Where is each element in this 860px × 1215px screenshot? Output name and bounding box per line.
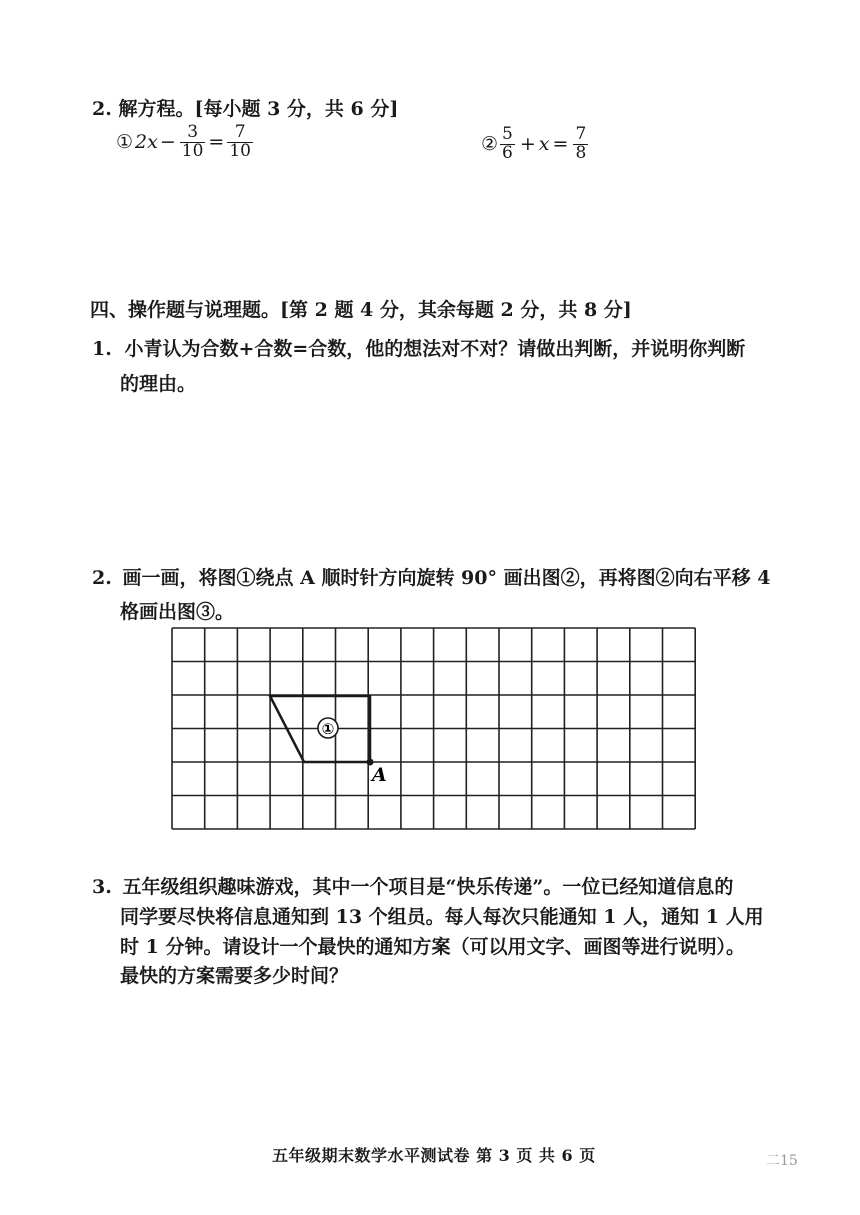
equals-sign: = [552, 133, 569, 156]
numerator: 7 [234, 122, 246, 142]
page-footer: 五年级期末数学水平测试卷 第 3 页 共 6 页 [272, 1146, 596, 1165]
question-1-line-2: 的理由。 [120, 373, 197, 395]
fraction [573, 126, 588, 163]
plus-sign: + [519, 133, 536, 156]
question-text: 小青认为合数+合数=合数，他的想法对不对？请做出判断，并说明你判断 [124, 338, 746, 360]
fraction [180, 124, 206, 161]
point-a-label: A [372, 764, 387, 786]
figure-1-label: ① [321, 720, 335, 738]
variable: x [538, 133, 550, 156]
equals-sign: = [208, 131, 225, 154]
question-text: 五年级组织趣味游戏，其中一个项目是“快乐传递”。一位已经知道信息的 [122, 876, 734, 898]
question-2-line-2: 格画出图③。 [120, 601, 235, 623]
question-2-line-1 [92, 563, 770, 590]
question-number: 2. [92, 98, 112, 120]
question-title: 解方程。[每小题 3 分，共 6 分] [118, 98, 399, 120]
numerator: 3 [187, 122, 199, 142]
equation-marker: ② [481, 133, 499, 156]
equation-1 [116, 124, 255, 161]
question-3-line-1 [92, 872, 733, 899]
fraction [500, 126, 515, 163]
rotation-grid [170, 626, 700, 832]
equation-marker: ① [116, 131, 134, 154]
equation-2 [481, 126, 590, 163]
question-number: 3. [92, 876, 112, 898]
question-3-line-2: 同学要尽快将信息通知到 13 个组员。每人每次只能通知 1 人，通知 1 人用 [120, 906, 764, 928]
fraction [227, 124, 253, 161]
question-3-line-4: 最快的方案需要多少时间？ [120, 965, 349, 987]
denominator: 10 [229, 140, 251, 161]
minus-sign: − [159, 131, 176, 154]
question-text: 画一画，将图①绕点 A 顺时针方向旋转 90° 画出图②，再将图②向右平移 4 [122, 567, 771, 589]
question-3-line-3: 时 1 分钟。请设计一个最快的通知方案（可以用文字、画图等进行说明）。 [120, 936, 745, 958]
numerator: 7 [575, 124, 587, 144]
denominator: 6 [502, 142, 513, 163]
corner-stamp: 二15 [766, 1153, 798, 1169]
grid-lines [172, 628, 695, 829]
denominator: 8 [575, 142, 587, 163]
question-number: 1. [92, 338, 112, 360]
question-2-heading [92, 94, 398, 121]
equation-term: 2x [135, 131, 158, 154]
numerator: 5 [502, 124, 513, 144]
question-number: 2. [92, 567, 112, 589]
question-1-line-1 [92, 334, 745, 361]
section-4-header: 四、操作题与说理题。[第 2 题 4 分，其余每题 2 分，共 8 分] [90, 299, 632, 321]
denominator: 10 [181, 140, 204, 161]
